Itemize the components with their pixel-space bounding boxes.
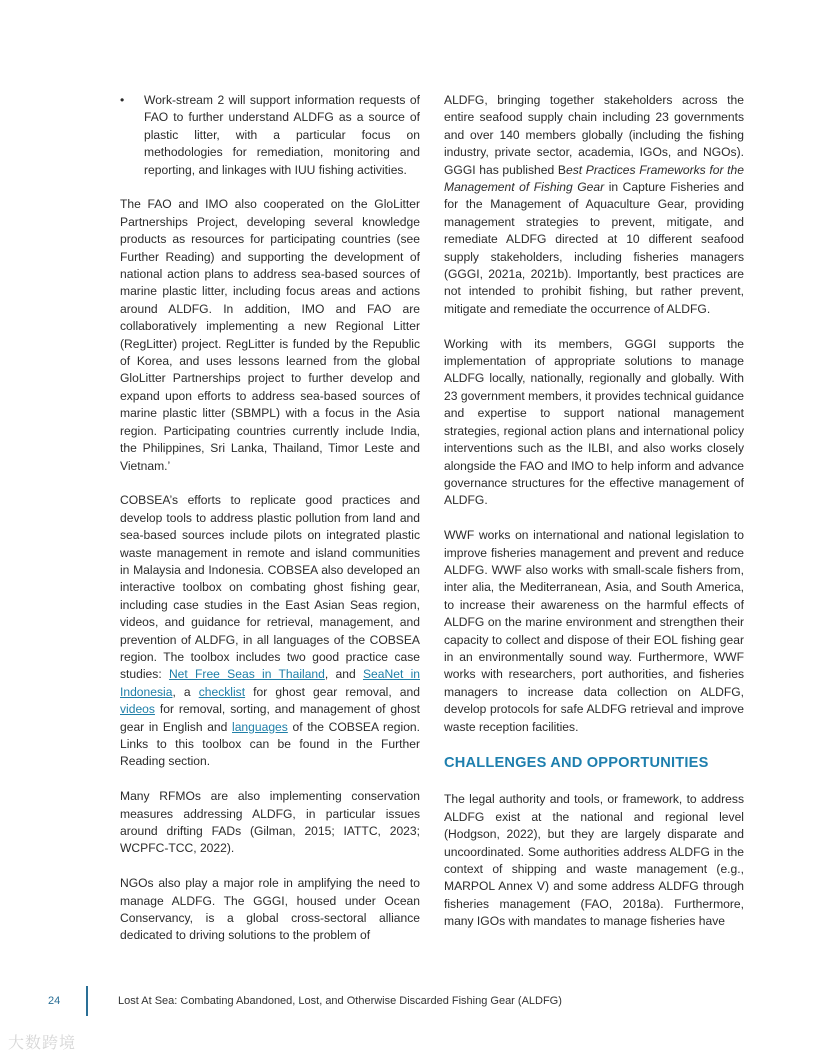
watermark: 大数跨境: [8, 1035, 77, 1052]
link-net-free-seas[interactable]: Net Free Seas in Thailand: [168, 667, 325, 682]
paragraph-ngos: NGOs also play a major role in amplifying the need to manage ALDFG. The GGGI, housed under Ocean Conservancy, is a global cross-sectoral alliance dedicated to driving solutions to the problem of: [120, 876, 420, 943]
footer-divider: [86, 986, 88, 1016]
paragraph-rfmos: Many RFMOs are also implementing conservation measures addressing ALDFG, in particular issues around drifting FADs (Gilman, 2015; IATTC, 2023; WCPFC-TCC, 2022).: [120, 789, 420, 856]
paragraph-gggi-members: Working with its members, GGGI supports the implementation of appropriate solutions to manage ALDFG locally, nationally, regionally and globally. With 23 government members, it provides technical guidance and expertise to support national management strategies, regional action plans and international policy interventions such as the ILBI, and also works closely alongside the FAO and IMO to help inform and advance governance structures for the effective management of ALDFG.: [444, 336, 744, 508]
paragraph-gggi-intro: ALDFG, bringing together stakeholders across the entire seafood supply chain including 23 governments and over 140 members globally (including the fishing industry, private sector, academia, IGOs, and NGOs). GGGI has published Best Practices Frameworks for the Management of Fishing Gear in Capture Fisheries and for the Management of Aquaculture Gear, providing management strategies to prevent, mitigate, and remediate ALDFG directed at 10 different seafood supply stakeholders, including fisheries managers (GGGI, 2021a, 2021b). Importantly, best practices are not intended to prohibit fishing, but rather prevent, mitigate and remediate the occurrence of ALDFG.: [444, 93, 744, 316]
paragraph-legal-authority: The legal authority and tools, or framework, to address ALDFG exist at the national and regional level (Hodgson, 2022), but they are largely disparate and uncoordinated. Some authorities address ALDFG in the context of shipping and waste management (e.g., MARPOL Annex V) and some address ALDFG through fisheries management (FAO, 2018a). Furthermore, many IGOs with mandates to manage fisheries have: [444, 792, 744, 929]
link-languages[interactable]: languages: [232, 719, 288, 734]
page-number: 24: [48, 995, 61, 1007]
right-column: [444, 92, 744, 948]
document-title: Lost At Sea: Combating Abandoned, Lost, and Otherwise Discarded Fishing Gear (ALDFG): [118, 995, 562, 1007]
link-checklist[interactable]: checklist: [198, 684, 246, 699]
bullet-text: Work-stream 2 will support information requests of FAO to further understand ALDFG as a source of plastic litter, with a particular focus on methodologies for remediation, monitoring and reporting, and linkages with IUU fishing activities.: [144, 93, 420, 177]
bullet-item: [120, 92, 420, 179]
link-videos[interactable]: videos: [120, 702, 155, 717]
link-seanet-indonesia[interactable]: SeaNet in Indonesia: [120, 667, 420, 699]
bullet-marker: •: [120, 93, 125, 107]
publication-title: est Practices Frameworks for the Management of Fishing Gear: [444, 162, 744, 195]
paragraph-glolitter: The FAO and IMO also cooperated on the GloLitter Partnerships Project, developing several knowledge products as resources for participating countries (see Further Reading) and supporting the development of national action plans to address sea-based sources of marine plastic litter, including focus areas and actions around ALDFG. In addition, IMO and FAO are collaboratively implementing a new Regional Litter (RegLitter) project. RegLitter is funded by the Republic of Korea, and uses lessons learned from the global GloLitter Partnerships project to further develop and expand upon efforts to address sea-based sources of marine plastic litter (SBMPL) with a focus in the Asia region. Participating countries currently include India, the Philippines, Sri Lanka, Thailand, Timor Leste and Vietnam.’: [120, 197, 420, 473]
paragraph-wwf: WWF works on international and national legislation to improve fisheries management and prevent and reduce ALDFG. WWF also works with small-scale fishers from, inter alia, the Mediterranean, Asia, and South America, to increase their awareness on the harmful effects of ALDFG on the marine environment and strengthen their capacity to collect and dispose of their EOL fishing gear in an environmentally sound way. Furthermore, WWF works with researchers, port authorities, and fisheries managers to increase data collection on ALDFG, develop protocols for safe ALDFG retrieval and improve waste reception facilities.: [444, 528, 744, 734]
section-heading: CHALLENGES AND OPPORTUNITIES: [444, 755, 709, 772]
paragraph-cobsea: COBSEA’s efforts to replicate good practices and develop tools to address plastic pollution from land and sea-based sources include pilots on integrated plastic waste management in remote and island communities in Malaysia and Indonesia. COBSEA also developed an interactive toolbox on combating ghost fishing gear, including case studies in the East Asian Seas region, videos, and guidance for retrieval, management, and prevention of ALDFG, in all languages of the COBSEA region. The toolbox includes two good practice case studies: Net Free Seas in Thailand, and SeaNet in Indonesia, a checklist for ghost gear removal, and videos for removal, sorting, and management of ghost gear in English and languages of the COBSEA region. Links to this toolbox can be found in the Further Reading section.: [120, 493, 421, 769]
left-column: [120, 92, 420, 962]
